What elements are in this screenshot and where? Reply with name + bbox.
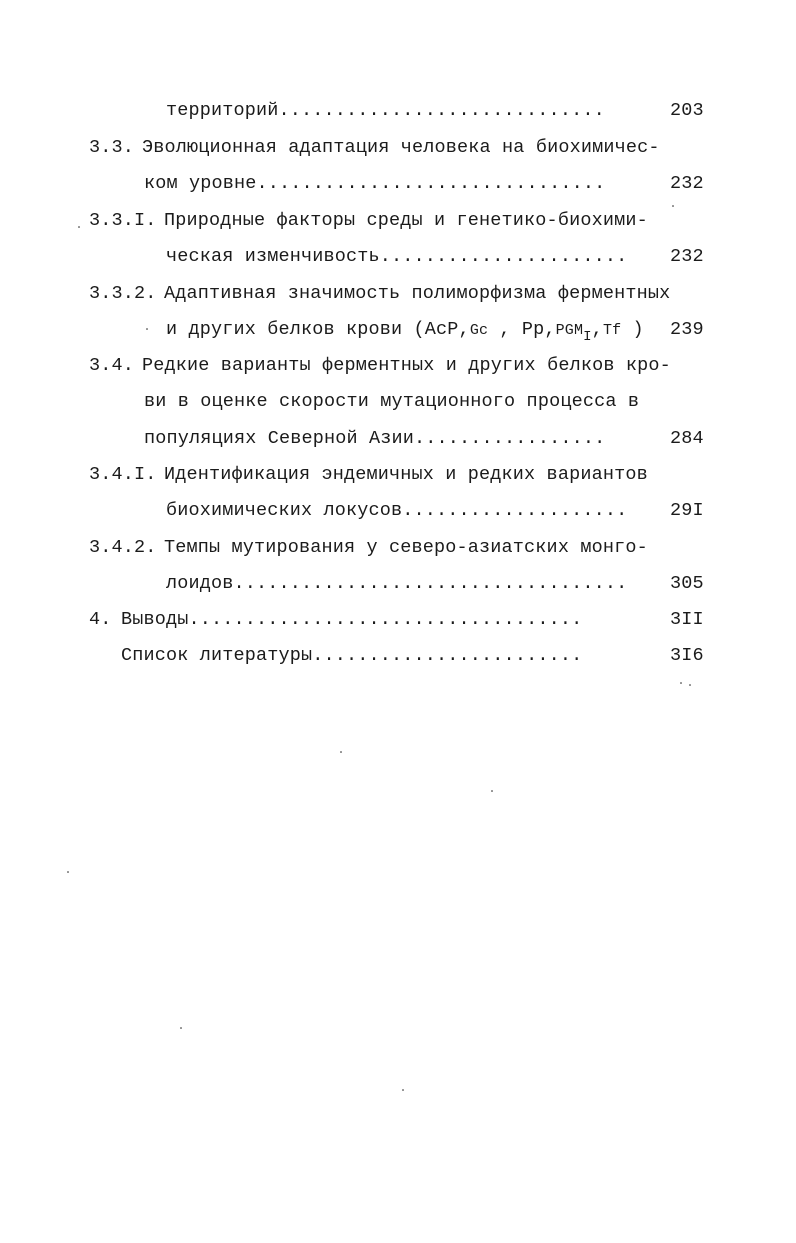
toc-page-number: 3II	[670, 609, 704, 630]
toc-entry-text: ческая изменчивость......................	[166, 246, 628, 267]
toc-entry-text: Выводы...................................	[121, 609, 583, 630]
gene-marker-subscript: I	[583, 329, 592, 345]
scan-speck	[146, 328, 148, 330]
toc-page-number: 3I6	[670, 645, 704, 666]
toc-section-number: 3.4.I.	[89, 464, 157, 485]
scan-speck	[180, 1027, 182, 1029]
scan-speck	[67, 871, 69, 873]
toc-entry-text: популяциях Северной Азии.................	[144, 428, 606, 449]
toc-entry-text: Редкие варианты ферментных и других белков кро-	[142, 355, 671, 376]
toc-entry-text: ви в оценке скорости мутационного процесса в	[144, 391, 640, 412]
toc-section-number: 3.3.	[89, 137, 135, 158]
toc-entry-text: биохимических локусов....................	[166, 500, 628, 521]
toc-section-number: 3.4.2.	[89, 537, 157, 558]
toc-entry-text: ком уровне...............................	[144, 173, 606, 194]
toc-entry-text: Адаптивная значимость полиморфизма ферментных	[164, 283, 671, 304]
scan-speck	[402, 1089, 404, 1091]
toc-page-number: 232	[670, 173, 704, 194]
toc-entry-text: Список литературы........................	[121, 645, 583, 666]
gene-marker-pgm: PGM	[555, 322, 584, 339]
scan-speck	[689, 684, 691, 686]
toc-page-number: 29I	[670, 500, 704, 521]
toc-page-number: 232	[670, 246, 704, 267]
toc-page-number: 203	[670, 100, 704, 121]
toc-entry-fragment: ,	[591, 319, 603, 340]
toc-page-number: 305	[670, 573, 704, 594]
toc-entry-fragment: )	[621, 319, 644, 340]
toc-page-number: 239	[670, 319, 704, 340]
toc-section-number: 3.4.	[89, 355, 135, 376]
toc-entry-text: территорий.............................	[166, 100, 605, 121]
scan-speck	[78, 226, 80, 228]
toc-entry-text: Эволюционная адаптация человека на биохимичес-	[142, 137, 660, 158]
toc-section-number: 4.	[89, 609, 112, 630]
scan-speck	[491, 790, 493, 792]
scan-speck	[680, 682, 682, 684]
toc-entry-text	[166, 319, 644, 345]
toc-entry-text: Темпы мутирования у северо-азиатских монго-	[164, 537, 648, 558]
toc-entry-text: Идентификация эндемичных и редких вариантов	[164, 464, 648, 485]
gene-marker-tf: Tf	[602, 322, 622, 339]
toc-entry-text: Природные факторы среды и генетико-биохими-	[164, 210, 648, 231]
toc-section-number: 3.3.I.	[89, 210, 157, 231]
gene-marker-gc: Gc	[469, 322, 489, 339]
scan-speck	[672, 205, 674, 207]
toc-entry-text: лоидов...................................	[166, 573, 628, 594]
toc-section-number: 3.3.2.	[89, 283, 157, 304]
toc-entry-fragment: , Pp,	[488, 319, 556, 340]
toc-entry-fragment: и других белков крови (AcP,	[166, 319, 470, 340]
toc-page-number: 284	[670, 428, 704, 449]
scan-speck	[340, 751, 342, 753]
